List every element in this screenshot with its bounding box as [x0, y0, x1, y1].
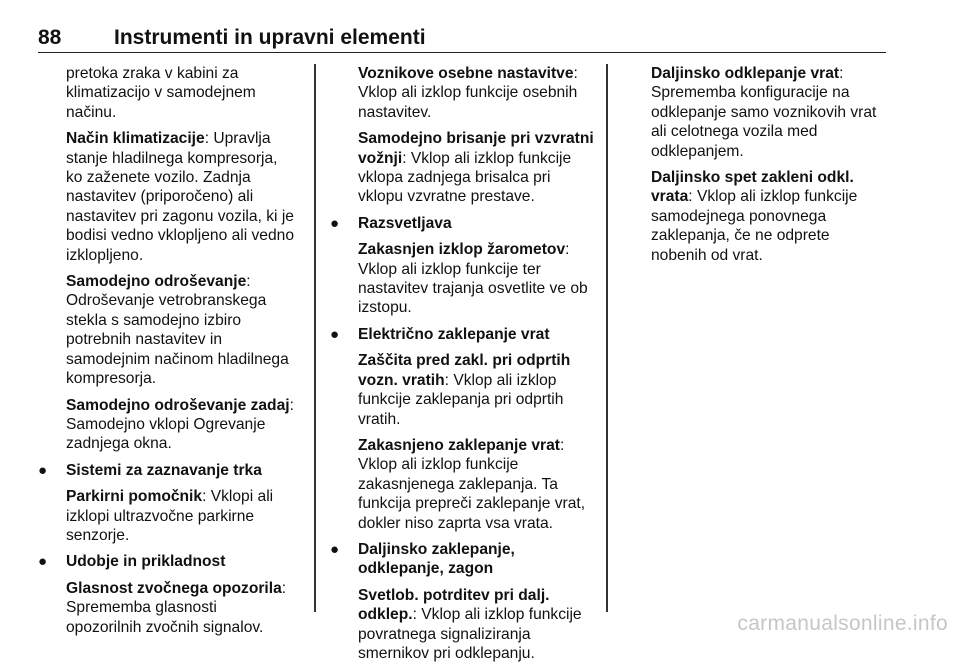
text-line — [358, 540, 598, 559]
text-line — [358, 149, 598, 168]
text-line — [66, 598, 306, 617]
line-text: izklopljeno. — [66, 246, 144, 264]
line-text: načinu. — [66, 103, 117, 121]
line-text: samodejnega ponovnega — [651, 207, 827, 225]
bullet-marker: ● — [330, 325, 340, 343]
column-middle — [330, 64, 598, 670]
text-line — [651, 83, 891, 102]
text-line — [358, 214, 598, 233]
term: vozn. vratih — [358, 371, 445, 389]
description-text: : Vklop ali izklop funkcije — [688, 188, 858, 206]
bullet-heading — [330, 540, 598, 579]
paragraph — [358, 129, 598, 207]
description-text: : — [839, 65, 844, 82]
line-text: ali celotnega vozila med — [651, 123, 818, 141]
paragraph — [66, 64, 306, 122]
bullet-heading — [330, 214, 598, 233]
text-line — [66, 330, 306, 349]
text-line — [358, 298, 598, 317]
text-line — [66, 83, 306, 102]
term: Način klimatizacije — [66, 130, 205, 148]
term: Daljinsko odklepanje vrat — [651, 65, 840, 82]
text-line — [66, 291, 306, 310]
term: Električno zaklepanje vrat — [358, 325, 550, 343]
bullet-marker: ● — [330, 214, 340, 232]
text-line — [358, 514, 598, 533]
paragraph — [651, 64, 891, 161]
line-text: odklepanjem. — [651, 142, 744, 160]
column-divider — [606, 64, 608, 612]
term: odklep. — [358, 606, 413, 624]
term: Samodejno brisanje pri vzvratni — [358, 130, 594, 148]
text-line — [66, 168, 306, 187]
term: Samodejno odroševanje zadaj — [66, 396, 290, 414]
text-line — [358, 103, 598, 122]
line-text: nastavitev trajanja osvetlite ve ob — [358, 280, 588, 298]
bullet-heading — [38, 552, 306, 571]
text-line — [66, 396, 306, 415]
text-line — [358, 475, 598, 494]
description-text: : Vklop ali izklop funkcije — [402, 149, 572, 167]
text-line — [651, 187, 891, 206]
text-line — [358, 279, 598, 298]
paragraph — [358, 436, 598, 533]
text-line — [651, 64, 891, 83]
paragraph — [66, 272, 306, 388]
text-line — [651, 122, 891, 141]
line-text: funkcije zaklepanja pri odprtih — [358, 391, 564, 409]
term: Sistemi za zaznavanje trka — [66, 461, 262, 479]
text-line — [358, 64, 598, 83]
text-line — [66, 149, 306, 168]
term: Daljinsko zaklepanje, — [358, 540, 515, 558]
text-line — [358, 129, 598, 148]
description-text: : Vklop ali izklop — [444, 371, 557, 389]
description-text: : — [565, 241, 570, 259]
line-text: zakasnjenega zaklepanja. Ta — [358, 475, 558, 493]
text-line — [358, 371, 598, 390]
paragraph — [358, 586, 598, 664]
line-text: izstopu. — [358, 299, 412, 317]
description-text: : — [246, 273, 251, 291]
description-text: : — [289, 396, 294, 414]
line-text: Vklop ali izklop funkcije ter — [358, 260, 541, 278]
text-line — [358, 240, 598, 259]
description-text: : Vklopi ali — [202, 488, 274, 506]
description-text: : Upravlja — [204, 130, 271, 148]
line-text: funkcija prepreči zaklepanje vrat, — [358, 495, 586, 513]
line-text: zadnjega okna. — [66, 435, 172, 453]
line-text: vklopu vzvratne prestave. — [358, 188, 535, 206]
term: vožnji — [358, 149, 403, 167]
text-line — [651, 246, 891, 265]
text-line — [358, 83, 598, 102]
line-text: bodisi vedno vklopljeno ali vedno — [66, 227, 294, 245]
page-header — [38, 22, 886, 53]
text-line — [66, 246, 306, 265]
text-line — [358, 325, 598, 344]
line-text: izklopi ultrazvočne parkirne — [66, 507, 255, 525]
line-text: opozorilnih zvočnih signalov. — [66, 618, 264, 636]
line-text: nastavitev pri zagonu vozila, ki je — [66, 207, 294, 225]
term: Razsvetljava — [358, 214, 452, 232]
term: Zakasnjen izklop žarometov — [358, 241, 566, 259]
text-line — [358, 436, 598, 455]
line-text: vratih. — [358, 410, 401, 428]
paragraph — [358, 64, 598, 122]
line-text: klimatizacijo v samodejnem — [66, 84, 256, 102]
line-text: Vklop ali izklop funkcije osebnih — [358, 84, 578, 102]
term: Samodejno odroševanje — [66, 273, 247, 291]
text-line — [66, 552, 306, 571]
text-line — [358, 187, 598, 206]
column-divider — [314, 64, 316, 612]
text-line — [66, 129, 306, 148]
line-text: stanje hladilnega kompresorja, — [66, 149, 278, 167]
term: Voznikove osebne nastavitve — [358, 65, 574, 82]
line-text: smernikov pri odklepanju. — [358, 644, 535, 662]
paragraph — [358, 240, 598, 318]
description-text: : — [281, 579, 287, 597]
text-line — [651, 226, 891, 245]
text-line — [66, 487, 306, 506]
line-text: Vklop ali izklop funkcije — [358, 456, 519, 474]
text-line — [66, 207, 306, 226]
line-text: nobenih od vrat. — [651, 246, 763, 264]
line-text: Samodejno vklopi Ogrevanje — [66, 415, 266, 433]
term: Udobje in prikladnost — [66, 553, 226, 571]
description-text: : — [573, 65, 578, 82]
text-line — [66, 226, 306, 245]
term: vrata — [651, 188, 689, 206]
text-line — [66, 579, 306, 598]
text-line — [358, 168, 598, 187]
bullet-marker: ● — [330, 540, 340, 558]
paragraph — [66, 487, 306, 545]
text-line — [66, 64, 306, 83]
line-text: vklopa zadnjega brisalca pri — [358, 169, 551, 187]
text-line — [358, 586, 598, 605]
text-line — [358, 410, 598, 429]
paragraph — [66, 396, 306, 454]
description-text: : — [559, 436, 565, 454]
bullet-heading — [38, 461, 306, 480]
bullet-heading — [330, 325, 598, 344]
text-line — [358, 351, 598, 370]
text-line — [651, 168, 891, 187]
text-line — [358, 494, 598, 513]
line-text: dokler niso zaprta vsa vrata. — [358, 514, 554, 532]
text-line — [66, 350, 306, 369]
bullet-marker: ● — [38, 553, 48, 571]
line-text: Odroševanje vetrobranskega — [66, 292, 267, 310]
text-line — [358, 605, 598, 624]
text-line — [358, 260, 598, 279]
term: Zakasnjeno zaklepanje vrat — [358, 436, 560, 454]
column-right — [651, 64, 891, 272]
text-line — [66, 369, 306, 388]
text-line — [358, 390, 598, 409]
line-text: odklepanje samo voznikovih vrat — [651, 103, 877, 121]
term: Parkirni pomočnik — [66, 488, 203, 506]
line-text: nastavitev. — [358, 103, 432, 121]
term: Zaščita pred zakl. pri odprtih — [358, 352, 571, 370]
text-line — [66, 415, 306, 434]
line-text: samodejnim načinom hladilnega — [66, 350, 289, 368]
text-line — [66, 187, 306, 206]
line-text: zaklepanja, če ne odprete — [651, 227, 830, 245]
paragraph — [66, 579, 306, 637]
text-line — [358, 644, 598, 663]
text-line — [66, 618, 306, 637]
text-line — [66, 461, 306, 480]
page-number: 88 — [38, 26, 62, 49]
text-line — [66, 434, 306, 453]
line-text: pretoka zraka v kabini za — [66, 65, 239, 82]
line-text: senzorje. — [66, 526, 130, 544]
text-line — [66, 272, 306, 291]
line-text: Sprememba glasnosti — [66, 599, 217, 617]
bullet-marker: ● — [38, 461, 48, 479]
paragraph — [358, 351, 598, 429]
text-line — [651, 142, 891, 161]
line-text: kompresorja. — [66, 370, 157, 388]
text-line — [66, 311, 306, 330]
line-text: stekla s samodejno izbiro — [66, 311, 242, 329]
text-line — [358, 625, 598, 644]
text-line — [358, 559, 598, 578]
line-text: potrebnih nastavitev in — [66, 331, 223, 349]
running-title: Instrumenti in upravni elementi — [114, 26, 426, 49]
text-line — [66, 507, 306, 526]
text-line — [651, 207, 891, 226]
term: odklepanje, zagon — [358, 560, 494, 578]
description-text: : Vklop ali izklop funkcije — [412, 606, 582, 624]
text-line — [66, 103, 306, 122]
text-line — [358, 455, 598, 474]
text-line — [66, 526, 306, 545]
paragraph — [651, 168, 891, 265]
watermark: carmanualsonline.info — [737, 612, 948, 635]
paragraph — [66, 129, 306, 265]
line-text: ko zaženete vozilo. Zadnja — [66, 169, 251, 187]
line-text: Sprememba konfiguracije na — [651, 84, 850, 102]
text-line — [651, 103, 891, 122]
term: Daljinsko spet zakleni odkl. — [651, 169, 854, 187]
line-text: povratnega signaliziranja — [358, 625, 531, 643]
term: Svetlob. potrditev pri dalj. — [358, 586, 550, 604]
line-text: nastavitev (priporočeno) ali — [66, 188, 254, 206]
column-left — [38, 64, 306, 644]
term: Glasnost zvočnega opozorila — [66, 579, 282, 597]
